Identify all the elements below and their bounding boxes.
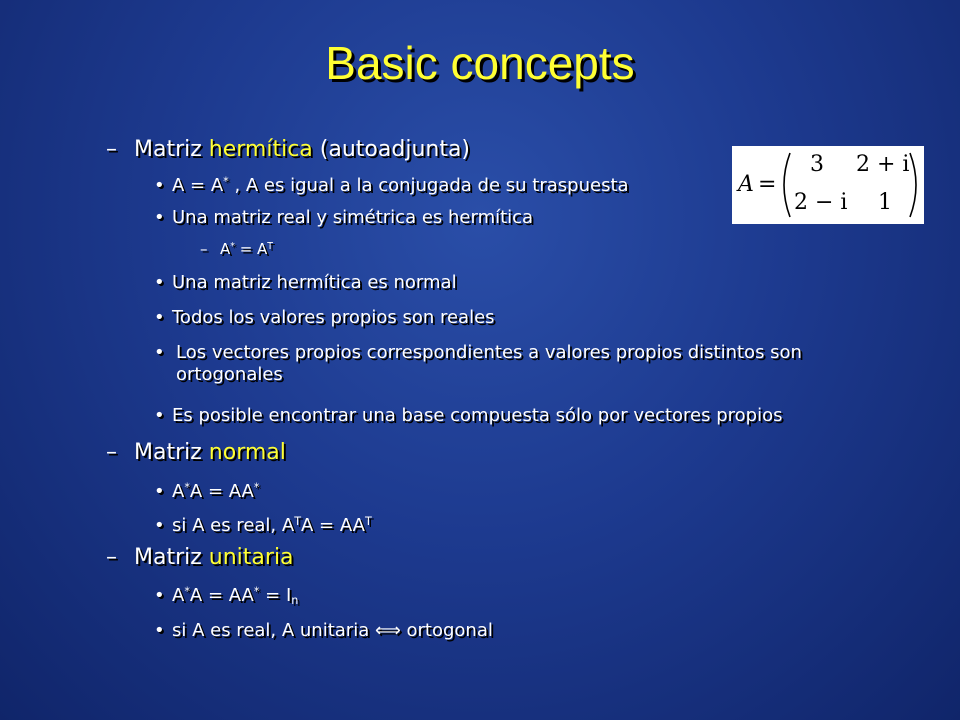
bullet-marker: •: [154, 207, 165, 228]
heading-hermitian: [106, 137, 470, 162]
text: si A es real, A: [172, 515, 295, 537]
text: A: [220, 240, 231, 258]
text: Todos los valores propios son reales: [172, 307, 495, 328]
bullet-real-symmetric: [154, 207, 533, 228]
bullet-hermitian-normal: [154, 272, 457, 293]
text: , A es igual a la conjugada de su traspuesta: [228, 175, 629, 197]
bullet-normal-real: [154, 515, 372, 536]
slide-title: Basic concepts: [325, 37, 635, 89]
sub-bullet-conjugate-transpose: [200, 240, 273, 258]
bullet-real-eigenvalues: [154, 307, 495, 328]
bullet-marker: •: [154, 585, 165, 607]
superscript: *: [230, 240, 235, 252]
superscript: *: [223, 175, 229, 188]
text: A: [172, 585, 185, 607]
dash-marker: –: [106, 440, 117, 465]
text: ortogonal: [400, 620, 493, 641]
text: = A: [234, 240, 268, 258]
bullet-marker: •: [154, 620, 165, 641]
bullet-marker: •: [154, 272, 165, 293]
right-paren: [910, 153, 916, 217]
text: A = AA: [301, 515, 365, 537]
bullet-normal-definition: [154, 481, 259, 502]
matrix-lhs: A: [738, 172, 754, 197]
text: Una matriz real y simétrica es hermítica: [172, 207, 534, 228]
heading-unitary: [106, 545, 294, 570]
text: si A es real, A unitaria: [172, 620, 375, 641]
bullet-unitary-definition: [154, 585, 298, 607]
matrix-a11: 3: [810, 152, 824, 177]
text: A = AA: [189, 481, 254, 503]
text: Una matriz hermítica es normal: [172, 272, 457, 293]
text: A = A: [172, 175, 224, 197]
text: A = AA: [189, 585, 254, 607]
matrix-a22: 1: [878, 190, 892, 215]
subscript: n: [291, 593, 299, 607]
left-paren: [784, 153, 790, 217]
text: Los vectores propios correspondientes a valores propios distintos son ortogonales: [176, 342, 802, 385]
matrix-example: [732, 146, 924, 224]
superscript: T: [364, 515, 372, 528]
bullet-orthogonal-eigenvectors: [154, 342, 914, 386]
text: = I: [259, 585, 292, 607]
superscript: T: [267, 240, 273, 252]
heading-prefix: Matriz: [134, 440, 209, 465]
heading-prefix: Matriz: [134, 137, 209, 162]
bullet-marker: •: [154, 515, 165, 537]
dash-marker: –: [200, 240, 208, 258]
bullet-hermitian-definition: [154, 175, 629, 196]
text: A: [172, 481, 185, 503]
bullet-eigenvector-basis: [154, 405, 782, 426]
bullet-marker: •: [154, 307, 165, 328]
heading-highlight: hermítica: [208, 137, 313, 162]
bullet-marker: •: [154, 481, 165, 503]
dash-marker: –: [106, 137, 117, 162]
bullet-marker: •: [154, 405, 165, 426]
heading-highlight: normal: [208, 440, 286, 465]
bullet-marker: •: [154, 175, 165, 197]
heading-highlight: unitaria: [208, 545, 294, 570]
matrix-a21: 2 − i: [794, 190, 848, 215]
heading-suffix: (autoadjunta): [312, 137, 471, 162]
matrix-equals: =: [758, 172, 777, 197]
bullet-unitary-orthogonal: [154, 620, 493, 641]
text: Es posible encontrar una base compuesta sólo por vectores propios: [172, 405, 783, 426]
heading-prefix: Matriz: [134, 545, 209, 570]
dash-marker: –: [106, 545, 117, 570]
superscript: *: [184, 585, 190, 598]
heading-normal: [106, 440, 286, 465]
iff-symbol: ⟺: [374, 620, 401, 641]
bullet-marker: •: [154, 342, 165, 363]
superscript: *: [253, 585, 260, 598]
superscript: *: [184, 481, 190, 494]
superscript: T: [294, 515, 302, 528]
superscript: *: [253, 481, 260, 494]
matrix-a12: 2 + i: [856, 152, 910, 177]
